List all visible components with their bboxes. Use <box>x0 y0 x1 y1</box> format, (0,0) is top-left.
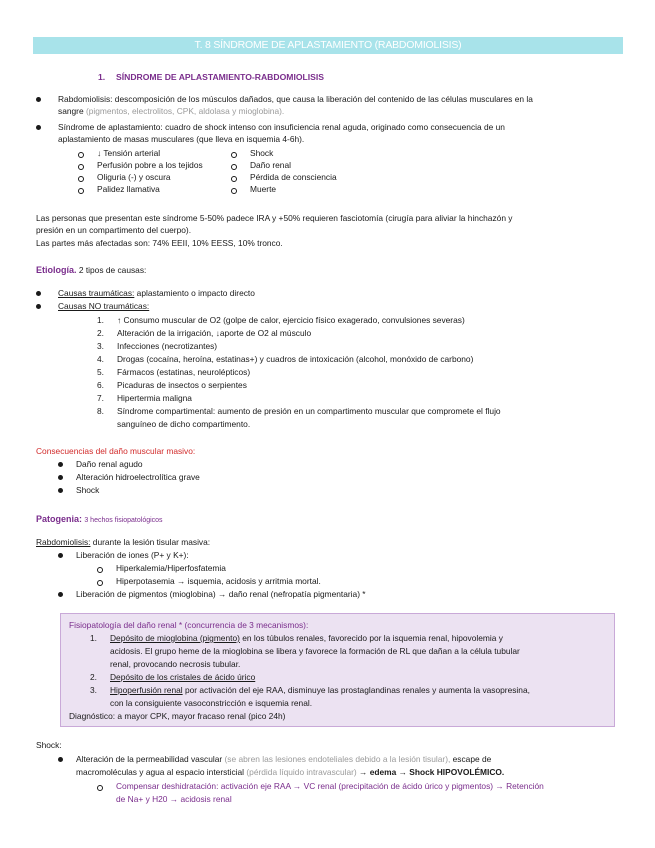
circle-bullet <box>231 152 237 158</box>
bullet-dot <box>36 97 41 102</box>
cause-number: 5. <box>97 367 104 377</box>
section-number: 1. <box>98 72 106 82</box>
shock-hipovolemico: → edema → Shock HIPOVOLÉMICO. <box>359 767 505 777</box>
circle-bullet <box>231 164 237 170</box>
iones-sub2: Hiperpotasemia → isquemia, acidosis y arritmia mortal. <box>116 576 321 586</box>
cause-text: Alteración de la irrigación, ↓aporte de O2 al músculo <box>117 328 312 338</box>
shock-escape: escape de <box>452 754 492 764</box>
rabdo-sangre: sangre <box>58 106 84 116</box>
etiologia-heading <box>36 265 146 277</box>
sign-item: Shock <box>250 148 274 158</box>
cause-number: 7. <box>97 393 104 403</box>
sign-item: Muerte <box>250 184 277 194</box>
patogenia-rabdo-text: durante la lesión tisular masiva: <box>92 537 211 547</box>
rabdo-def-line2 <box>58 106 284 118</box>
box-item <box>90 685 530 697</box>
cause-text: Fármacos (estatinas, neurolépticos) <box>117 367 251 377</box>
bullet-dot <box>36 125 41 130</box>
bullet-dot <box>58 757 63 762</box>
cause-item <box>97 393 192 405</box>
circle-bullet <box>231 176 237 182</box>
shock-compensar-line1: Compensar deshidratación: activación eje RAA → VC renal (precipitación de ácido úrico y pigmentos) → Retención <box>116 781 544 791</box>
sign-item: Oliguria (-) y oscura <box>97 172 171 182</box>
cause-number: 3. <box>97 341 104 351</box>
bullet-dot <box>58 592 63 597</box>
section-title <box>98 72 324 84</box>
shock-macromoleculas: macromoléculas y agua al espacio intersticial <box>76 767 245 777</box>
section-title-text: SÍNDROME DE APLASTAMIENTO-RABDOMIOLISIS <box>116 72 325 82</box>
cause-item <box>97 380 247 392</box>
circle-bullet <box>78 188 84 194</box>
cause-item <box>97 328 311 340</box>
causas-traumaticas-label: Causas traumáticas: <box>58 288 135 298</box>
liberacion-iones: Liberación de iones (P+ y K+): <box>76 550 189 560</box>
shock-permeabilidad-note: (se abren las lesiones endoteliales debido a la lesión tisular), <box>224 754 451 764</box>
box-item1-text: en los túbulos renales, favorecido por la isquemia renal, hipovolemia y <box>242 633 503 643</box>
cause-item <box>97 354 473 366</box>
circle-bullet <box>97 567 103 573</box>
consecuencia-item: Daño renal agudo <box>76 459 143 469</box>
cause-number: 4. <box>97 354 104 364</box>
iones-sub1: Hiperkalemia/Hiperfosfatemia <box>116 563 226 573</box>
sign-item: Palidez llamativa <box>97 184 160 194</box>
rabdo-contents: (pigmentos, electrolitos, CPK, aldolasa y mioglobina). <box>85 106 285 116</box>
patogenia-title: Patogenia: <box>36 514 83 524</box>
shock-line1 <box>76 754 491 766</box>
consecuencia-item: Shock <box>76 485 100 495</box>
cause-text: Infecciones (necrotizantes) <box>117 341 218 351</box>
box-item3-label: Hipoperfusión renal <box>110 685 183 695</box>
patogenia-rabdo <box>36 537 210 549</box>
box-item-number: 2. <box>90 672 97 682</box>
cause-item8-line2: sanguíneo de dicho compartimento. <box>117 419 251 429</box>
cause-text: Síndrome compartimental: aumento de presión en un compartimento muscular que compromete el flujo <box>117 406 501 416</box>
box-item3-line2: con la consiguiente vasoconstricción e isquemia renal. <box>110 698 313 708</box>
shock-perdida-note: (pérdida líquido intravascular) <box>246 767 357 777</box>
causas-traumaticas-text: aplastamiento o impacto directo <box>136 288 255 298</box>
circle-bullet <box>97 785 103 791</box>
patogenia-heading <box>36 514 163 527</box>
patogenia-rabdo-label: Rabdomiolisis: <box>36 537 91 547</box>
box-item3-text: por activación del eje RAA, disminuye las prostaglandinas renales y aumenta la vasopresina, <box>184 685 530 695</box>
sindrome-def-line1: Síndrome de aplastamiento: cuadro de shock intenso con insuficiencia renal aguda, originado como consecuencia de un <box>58 122 505 132</box>
circle-bullet <box>78 164 84 170</box>
patogenia-desc: 3 hechos fisiopatológicos <box>84 517 163 524</box>
cause-text: ↑ Consumo muscular de O2 (golpe de calor, ejercicio físico exagerado, convulsiones severas) <box>117 315 465 325</box>
cause-item <box>97 406 501 418</box>
stats-line2: presión en un compartimento del cuerpo). <box>36 225 192 235</box>
etiologia-desc: 2 tipos de causas: <box>78 265 147 275</box>
box-item1-line3: renal, provocando necrosis tubular. <box>110 659 241 669</box>
sindrome-def-line2: aplastamiento de masas musculares (que lleva en isquemia 4-6h). <box>58 134 305 144</box>
cause-text: Picaduras de insectos o serpientes <box>117 380 247 390</box>
box-item-number: 1. <box>90 633 97 643</box>
cause-number: 2. <box>97 328 104 338</box>
stats-line3: Las partes más afectadas son: 74% EEII, 10% EESS, 10% tronco. <box>36 238 283 248</box>
shock-line2 <box>76 767 504 779</box>
circle-bullet <box>78 152 84 158</box>
cause-text: Hipertermia maligna <box>117 393 192 403</box>
shock-permeabilidad: Alteración de la permeabilidad vascular <box>76 754 223 764</box>
box-item-number: 3. <box>90 685 97 695</box>
sign-item: Daño renal <box>250 160 291 170</box>
cause-item <box>97 315 465 327</box>
cause-number: 1. <box>97 315 104 325</box>
box-item1-line2: acidosis. El grupo heme de la mioglobina se libera y favorece la formación de RL que dañan a la célula tubular <box>110 646 520 656</box>
box-heading: Fisiopatología del daño renal * (concurrencia de 3 mecanismos): <box>69 620 309 630</box>
circle-bullet <box>97 580 103 586</box>
bullet-dot <box>58 488 63 493</box>
box-item <box>90 633 503 645</box>
cause-item <box>97 367 250 379</box>
liberacion-pigmentos: Liberación de pigmentos (mioglobina) → daño renal (nefropatía pigmentaria) * <box>76 589 366 599</box>
cause-number: 6. <box>97 380 104 390</box>
box-item1-label: Depósito de mioglobina (pigmento) <box>110 633 240 643</box>
consecuencia-item: Alteración hidroelectrolítica grave <box>76 472 200 482</box>
sign-item: ↓ Tensión arterial <box>97 148 161 158</box>
title-banner: T. 8 SÍNDROME DE APLASTAMIENTO (RABDOMIOLISIS) <box>33 37 623 54</box>
bullet-dot <box>58 475 63 480</box>
bullet-dot <box>58 553 63 558</box>
box-diagnostico: Diagnóstico: a mayor CPK, mayor fracaso renal (pico 24h) <box>69 711 286 721</box>
causas-traumaticas <box>58 288 255 300</box>
shock-compensar-line2: de Na+ y H20 → acidosis renal <box>116 794 232 804</box>
circle-bullet <box>231 188 237 194</box>
consecuencias-heading: Consecuencias del daño muscular masivo: <box>36 446 196 456</box>
cause-text: Drogas (cocaína, heroína, estatinas+) y cuadros de intoxicación (alcohol, monóxido de carbono) <box>117 354 474 364</box>
bullet-dot <box>58 462 63 467</box>
box-item <box>90 672 255 684</box>
circle-bullet <box>78 176 84 182</box>
shock-heading: Shock: <box>36 740 62 750</box>
stats-line1: Las personas que presentan este síndrome 5-50% padece IRA y +50% requieren fasciotomía (cirugía para aliviar la hinchazón y <box>36 213 513 223</box>
bullet-dot <box>36 291 41 296</box>
sign-item: Pérdida de consciencia <box>250 172 337 182</box>
etiologia-title: Etiología. <box>36 265 77 275</box>
cause-item <box>97 341 217 353</box>
box-item2-label: Depósito de los cristales de ácido úrico <box>110 672 256 682</box>
cause-number: 8. <box>97 406 104 416</box>
bullet-dot <box>36 304 41 309</box>
causas-no-traumaticas-label: Causas NO traumáticas: <box>58 301 150 311</box>
rabdo-def-line1: Rabdomiolisis: descomposición de los músculos dañados, que causa la liberación del contenido de las células musculares en la <box>58 94 533 104</box>
sign-item: Perfusión pobre a los tejidos <box>97 160 203 170</box>
